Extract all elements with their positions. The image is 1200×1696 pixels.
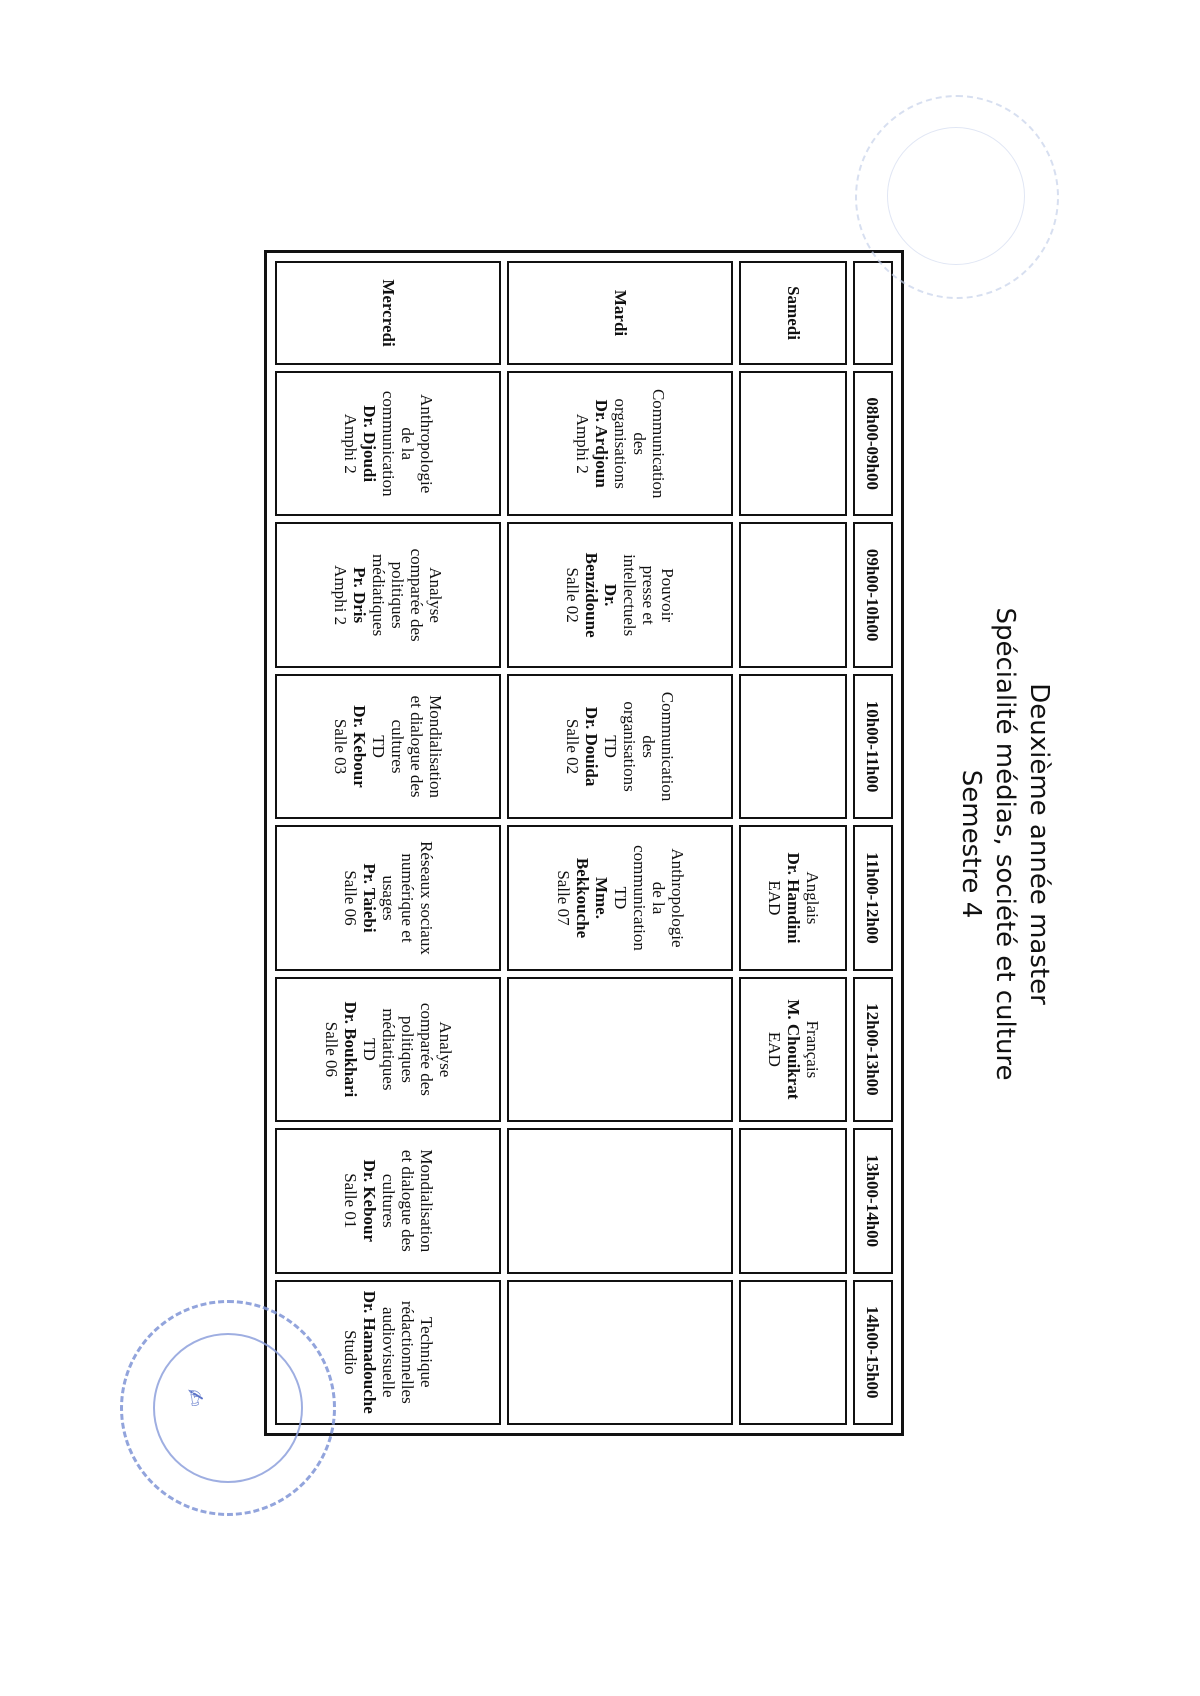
course-line: et dialogue des (397, 1149, 417, 1252)
course-line: Anthropologie (667, 848, 687, 948)
schedule-cell (507, 825, 733, 970)
course-line: Salle 06 (340, 870, 360, 926)
instructor-line: Dr. Boukhari (340, 1001, 360, 1098)
course-line: TD (601, 735, 621, 758)
time-slot-header: 13h00-14h00 (853, 1128, 893, 1273)
day-row (275, 261, 501, 1425)
schedule-cell (507, 1280, 733, 1425)
official-stamp-seal (120, 1300, 336, 1516)
schedule-cell (507, 371, 733, 516)
course-line: usages (378, 875, 398, 921)
header-line-1: Deuxième année master (1024, 683, 1054, 1005)
faded-stamp-seal (855, 95, 1059, 299)
instructor-line: Pr. Dris (350, 567, 370, 624)
header-row (853, 261, 893, 1425)
course-line: politiques (388, 561, 408, 629)
course-line: des (629, 432, 649, 456)
instructor-line: Dr. Kebour (350, 705, 370, 788)
schedule-cell (275, 674, 501, 819)
schedule-cell (739, 1280, 847, 1425)
instructor-line: Dr. Hamadouche (359, 1290, 379, 1414)
course-line: Analyse (435, 1021, 455, 1078)
course-line: Anthropologie (416, 394, 436, 494)
day-row (739, 261, 847, 1425)
course-line: EAD (764, 880, 784, 916)
course-line: Anglais (802, 871, 822, 925)
schedule-cell (739, 825, 847, 970)
course-line: Salle 02 (563, 718, 583, 775)
time-slot-header: 08h00-09h00 (853, 371, 893, 516)
instructor-line: M. Chouikrat (783, 999, 803, 1100)
rotated-document (256, 244, 1056, 1444)
document-header (936, 244, 1056, 1444)
instructor-line: Dr. Douida (582, 706, 602, 787)
time-slot-header: 12h00-13h00 (853, 977, 893, 1122)
instructor-line: Mme. (591, 876, 611, 919)
instructor-line: Pr. Taiebi (359, 863, 379, 933)
signature-mark: ✍ (180, 1386, 209, 1409)
course-line: rédactionnelles (397, 1300, 417, 1404)
course-line: Mondialisation (426, 695, 446, 799)
course-line: Salle 03 (331, 718, 351, 775)
instructor-line: Dr. Djoudi (359, 405, 379, 483)
course-line: organisations (610, 398, 630, 489)
instructor-line: Dr. Ardjoun (591, 399, 611, 488)
schedule-cell (275, 977, 501, 1122)
course-line: des (639, 735, 659, 758)
course-line: Analyse (426, 567, 446, 623)
course-line: Communication (658, 691, 678, 802)
schedule-cell (275, 522, 501, 667)
course-line: Salle 01 (340, 1173, 360, 1229)
day-label: Samedi (739, 261, 847, 365)
course-line: Pouvoir (658, 568, 678, 623)
schedule-cell (739, 977, 847, 1122)
instructor-line: Dr. Hamdini (783, 852, 803, 944)
course-line: Amphi 2 (331, 565, 351, 626)
schedule-cell (275, 371, 501, 516)
course-line: TD (359, 1038, 379, 1061)
schedule-cell (507, 522, 733, 667)
course-line: communication (629, 845, 649, 951)
course-line: Salle 06 (321, 1021, 341, 1078)
instructor-line: Dr. (601, 583, 621, 607)
time-slot-header: 11h00-12h00 (853, 825, 893, 970)
course-line: Technique (416, 1316, 436, 1388)
course-line: et dialogue des (407, 695, 427, 798)
day-label: Mercredi (275, 261, 501, 365)
course-line: TD (369, 735, 389, 758)
course-line: Français (802, 1020, 822, 1079)
course-line: Salle 07 (553, 870, 573, 926)
time-slot-header: 14h00-15h00 (853, 1280, 893, 1425)
course-line: politiques (397, 1015, 417, 1083)
course-line: médiatiques (378, 1008, 398, 1091)
course-line: de la (648, 881, 668, 915)
course-line: communication (378, 390, 398, 497)
course-line: EAD (764, 1031, 784, 1067)
schedule-cell (275, 1128, 501, 1273)
header-line-2: Spécialité médias, société et culture (990, 607, 1020, 1081)
course-line: Amphi 2 (572, 413, 592, 474)
course-line: comparée des (407, 548, 427, 642)
course-line: presse et (639, 565, 659, 625)
course-line: comparée des (416, 1002, 436, 1096)
instructor-line: Benzidoune (582, 552, 602, 638)
course-line: Mondialisation (416, 1149, 436, 1253)
schedule-table (269, 255, 899, 1431)
course-line: de la (397, 427, 417, 460)
schedule-frame (264, 250, 904, 1436)
course-line: Studio (340, 1330, 360, 1375)
schedule-cell (739, 674, 847, 819)
time-slot-header: 10h00-11h00 (853, 674, 893, 819)
course-line: Communication (648, 388, 668, 499)
instructor-line: Dr. Kebour (359, 1159, 379, 1243)
course-line: audiovisuelle (378, 1306, 398, 1398)
course-line: cultures (378, 1173, 398, 1228)
course-line: numérique et (397, 853, 417, 943)
instructor-line: Bekkouche (572, 857, 592, 939)
course-line: Amphi 2 (340, 413, 360, 474)
schedule-cell (275, 825, 501, 970)
course-line: cultures (388, 719, 408, 774)
schedule-cell (507, 674, 733, 819)
day-label: Mardi (507, 261, 733, 365)
course-line: organisations (620, 701, 640, 792)
header-line-3: Semestre 4 (956, 769, 986, 919)
day-row (507, 261, 733, 1425)
course-line: Réseaux sociaux (416, 841, 436, 955)
schedule-cell (739, 1128, 847, 1273)
schedule-cell (739, 371, 847, 516)
course-line: TD (610, 886, 630, 910)
schedule-cell (507, 1128, 733, 1273)
schedule-cell (507, 977, 733, 1122)
corner-cell (853, 261, 893, 365)
course-line: Salle 02 (563, 567, 583, 623)
course-line: médiatiques (369, 554, 389, 637)
schedule-cell (739, 522, 847, 667)
time-slot-header: 09h00-10h00 (853, 522, 893, 667)
course-line: intellectuels (620, 554, 640, 637)
